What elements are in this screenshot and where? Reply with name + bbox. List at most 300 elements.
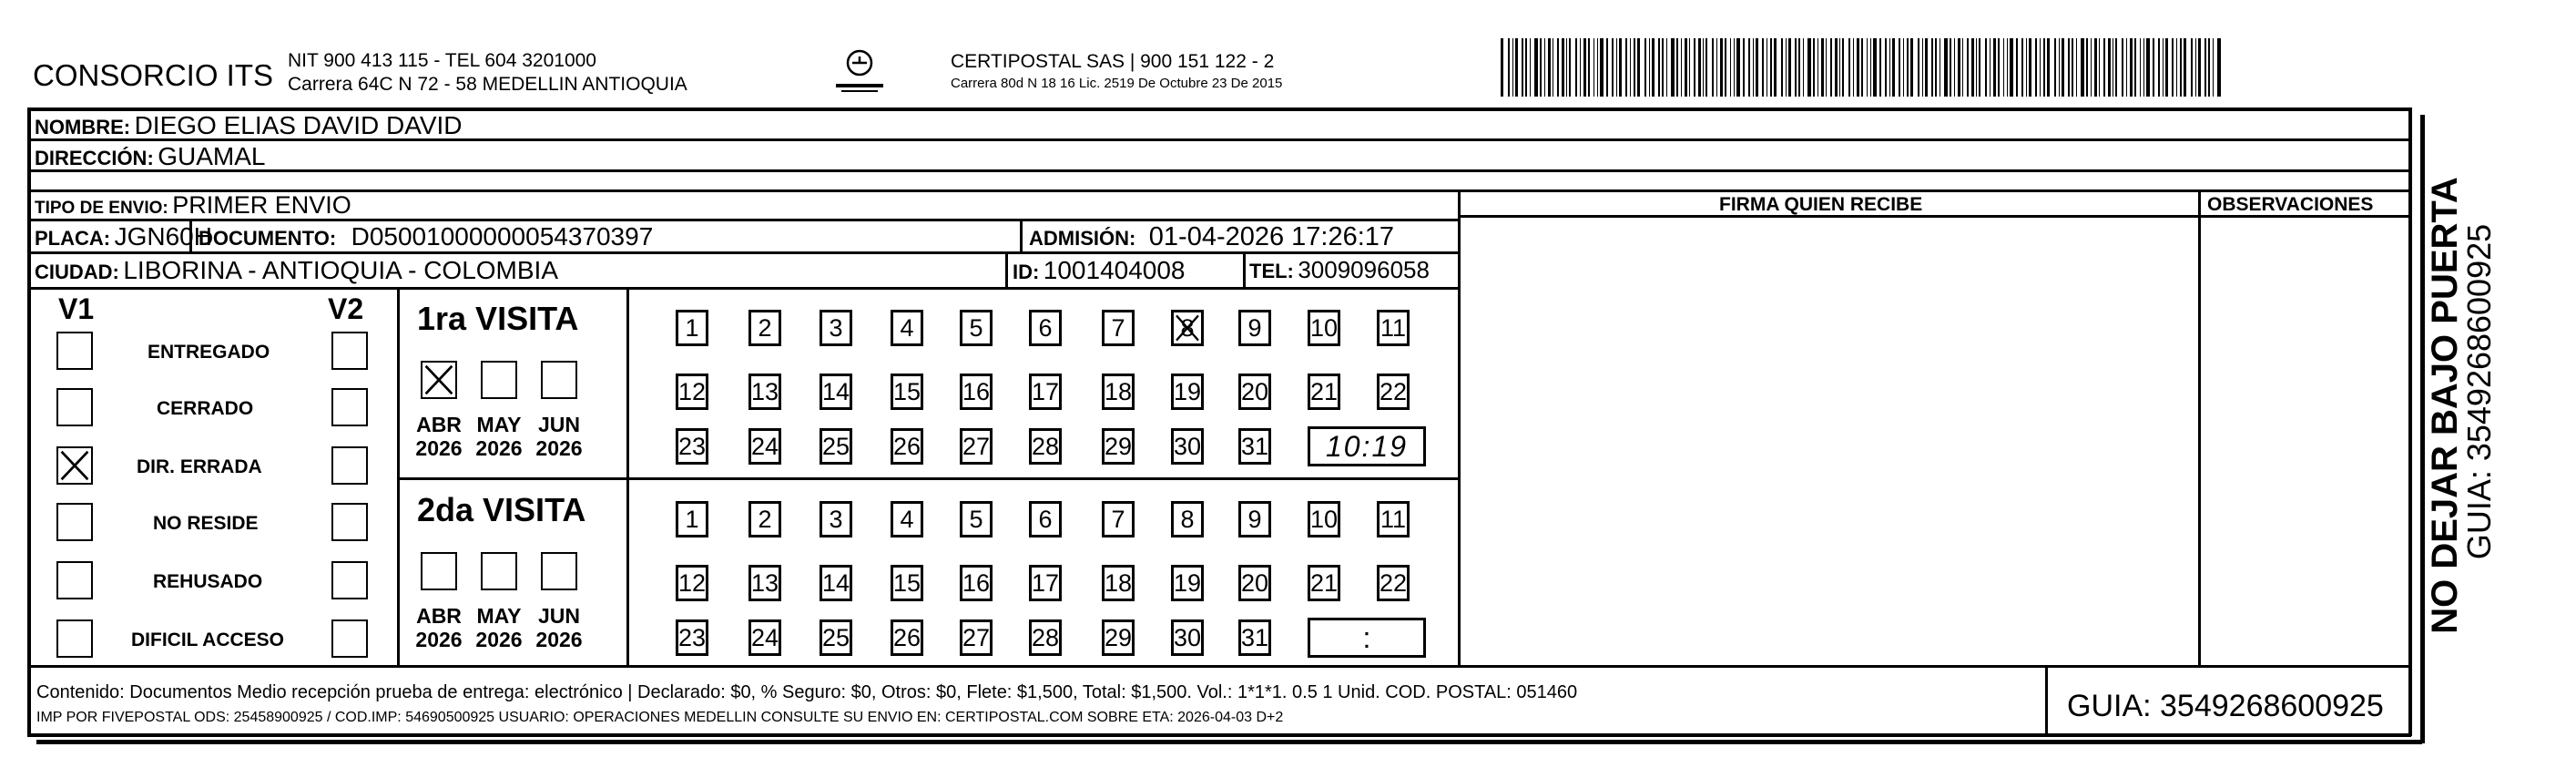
day-cell[interactable]: 11 <box>1377 501 1410 537</box>
barcode-bar <box>1720 38 1723 97</box>
barcode-bar <box>1725 38 1726 97</box>
barcode-bar <box>1756 38 1758 97</box>
barcode-bar <box>2007 38 2008 97</box>
divider <box>2045 667 2048 735</box>
rule <box>1460 215 2410 218</box>
barcode-bar <box>2029 38 2031 97</box>
x-mark-icon <box>1174 312 1201 343</box>
day-cell[interactable]: 20 <box>1238 374 1271 410</box>
day-cell[interactable]: 6 <box>1029 310 1062 346</box>
barcode-bar <box>2040 38 2041 97</box>
month-checkbox[interactable] <box>481 361 517 399</box>
day-cell[interactable]: 17 <box>1029 565 1062 601</box>
day-cell[interactable]: 14 <box>820 565 852 601</box>
barcode-bar <box>1530 38 1531 97</box>
barcode-bar <box>1803 38 1804 97</box>
status-v2-checkbox[interactable] <box>331 388 368 426</box>
barcode-bar <box>1652 38 1655 97</box>
footer-line1: Contenido: Documentos Medio recepción prueba de entrega: electrónico | Declarado: $0, % Seguro: $0, Otros: $0, Flete: $1,500, Total: $1,500. Vol.: 1*1*1. 0.5 1 Unid. COD. POSTAL: 051460 <box>36 682 1578 702</box>
month-name: JUN <box>537 413 580 436</box>
status-v1-checkbox[interactable] <box>56 619 93 658</box>
barcode-bar <box>1734 38 1735 97</box>
barcode-bar <box>1950 38 1951 97</box>
divider <box>1020 220 1023 252</box>
firma-header: FIRMA QUIEN RECIBE <box>1719 194 1923 215</box>
observaciones-header: OBSERVACIONES <box>2207 194 2374 215</box>
barcode-bar <box>1889 38 1890 97</box>
ciudad-value: LIBORINA - ANTIOQUIA - COLOMBIA <box>123 256 558 284</box>
day-cell[interactable]: 31 <box>1238 428 1271 465</box>
barcode-bar <box>2140 38 2141 97</box>
month-name: MAY <box>476 413 522 436</box>
frame-bottom <box>27 733 2411 737</box>
day-cell[interactable]: 31 <box>1238 619 1271 656</box>
id-label: ID: <box>1013 261 1040 283</box>
day-cell[interactable]: 4 <box>891 501 923 537</box>
barcode-bar <box>2062 38 2064 97</box>
day-cell[interactable]: 29 <box>1102 619 1135 656</box>
barcode-bar <box>2035 38 2037 97</box>
day-cell[interactable]: 30 <box>1171 428 1204 465</box>
time-value: : <box>1362 620 1371 654</box>
barcode-bar <box>1534 38 1538 97</box>
barcode-bar <box>1548 38 1551 97</box>
v2-label: V2 <box>328 292 364 325</box>
barcode-bar <box>1522 38 1523 97</box>
month-name: JUN <box>537 604 580 628</box>
status-option-label: DIFICIL ACCESO <box>131 630 285 650</box>
divider <box>2198 189 2201 667</box>
admision-row <box>1029 224 1394 251</box>
barcode-bar <box>1616 38 1617 97</box>
barcode-bar <box>2010 38 2013 97</box>
frame-left <box>27 107 31 736</box>
rule <box>29 169 2410 172</box>
barcode-bar <box>2213 38 2214 97</box>
barcode-bar <box>1795 38 1797 97</box>
status-v2-checkbox[interactable] <box>331 446 368 485</box>
barcode-bar <box>2163 38 2164 97</box>
barcode-bar <box>1716 38 1717 97</box>
barcode-bar <box>1662 38 1664 97</box>
month-name: ABR <box>416 604 462 628</box>
barcode-bar <box>2081 38 2084 97</box>
barcode-bar <box>2184 38 2186 97</box>
day-cell[interactable]: 3 <box>820 501 852 537</box>
barcode-bar <box>2003 38 2004 97</box>
day-cell[interactable]: 15 <box>891 565 923 601</box>
day-cell[interactable]: 14 <box>820 374 852 410</box>
barcode-bar <box>1575 38 1577 97</box>
barcode-bar <box>1637 38 1640 97</box>
day-cell[interactable]: 27 <box>960 428 993 465</box>
barcode-bar <box>1600 38 1604 97</box>
status-v1-checkbox[interactable] <box>56 388 93 426</box>
barcode-bar <box>1562 38 1564 97</box>
month-checkbox[interactable] <box>421 552 457 590</box>
day-cell[interactable]: 12 <box>676 565 708 601</box>
barcode-bar <box>1508 38 1510 97</box>
barcode-bar <box>1544 38 1545 97</box>
barcode-bar <box>1807 38 1811 97</box>
barcode-bar <box>2195 38 2196 97</box>
barcode-bar <box>1649 38 1650 97</box>
month-label <box>410 413 468 461</box>
barcode-bar <box>2068 38 2070 97</box>
barcode-bar <box>1743 38 1745 97</box>
barcode-bar <box>2026 38 2027 97</box>
barcode-bar <box>2108 38 2111 97</box>
sender-name: CONSORCIO ITS <box>33 58 274 92</box>
barcode-bar <box>1666 38 1667 97</box>
barcode-bar <box>2086 38 2088 97</box>
barcode-bar <box>2134 38 2136 97</box>
barcode-bar <box>1925 38 1928 97</box>
barcode-bar <box>1515 38 1518 97</box>
day-cell[interactable]: 23 <box>676 428 708 465</box>
day-cell[interactable]: 26 <box>891 428 923 465</box>
day-cell[interactable]: 23 <box>676 619 708 656</box>
barcode-bar <box>1762 38 1764 97</box>
month-label <box>530 604 588 652</box>
status-v1-checkbox[interactable] <box>56 561 93 599</box>
status-option-label: NO RESIDE <box>153 513 259 534</box>
day-cell[interactable]: 20 <box>1238 565 1271 601</box>
month-label <box>470 604 528 652</box>
barcode-bar <box>2146 38 2150 97</box>
barcode-bar <box>2180 38 2182 97</box>
barcode-bar <box>1922 38 1923 97</box>
day-cell[interactable]: 27 <box>960 619 993 656</box>
month-label <box>410 604 468 652</box>
tipo-label: TIPO DE ENVIO: <box>35 199 168 218</box>
frame-right <box>2408 107 2412 736</box>
v1-label: V1 <box>58 292 95 325</box>
tel-row <box>1249 258 1430 282</box>
placa-row <box>35 224 212 250</box>
barcode-bar <box>1606 38 1608 97</box>
barcode-bar <box>2043 38 2045 97</box>
rule <box>29 189 2410 192</box>
barcode-bar <box>1703 38 1704 97</box>
barcode-bar <box>2126 38 2127 97</box>
barcode-bar <box>1954 38 1955 97</box>
day-cell[interactable]: 25 <box>820 428 852 465</box>
day-cell[interactable]: 7 <box>1102 310 1135 346</box>
barcode-bar <box>1985 38 1987 97</box>
direccion-label: DIRECCIÓN: <box>35 147 154 169</box>
day-cell[interactable]: 17 <box>1029 374 1062 410</box>
barcode-bar <box>1990 38 1991 97</box>
ciudad-label: CIUDAD: <box>35 261 119 283</box>
barcode-bar <box>1619 38 1622 97</box>
barcode-bar <box>1501 38 1503 97</box>
barcode-bar <box>1698 38 1701 97</box>
day-cell[interactable]: 16 <box>960 374 993 410</box>
status-v1-checkbox[interactable] <box>56 332 93 370</box>
day-cell[interactable]: 21 <box>1308 565 1340 601</box>
month-checkbox[interactable] <box>541 552 577 590</box>
barcode-bar <box>2172 38 2174 97</box>
day-cell[interactable]: 7 <box>1102 501 1135 537</box>
month-label <box>470 413 528 461</box>
nombre-label: NOMBRE: <box>35 116 131 138</box>
month-year: 2026 <box>415 628 463 652</box>
day-cell[interactable]: 13 <box>748 374 781 410</box>
barcode-bar <box>1879 38 1881 97</box>
month-year: 2026 <box>475 436 523 461</box>
barcode-bar <box>1798 38 1800 97</box>
barcode-bar <box>1671 38 1675 97</box>
barcode-bar <box>1583 38 1586 97</box>
barcode-bar <box>1612 38 1614 97</box>
barcode-bar <box>2204 38 2206 97</box>
barcode-bar <box>2099 38 2100 97</box>
ciudad-row <box>35 258 558 283</box>
barcode-bar <box>1853 38 1854 97</box>
day-cell[interactable]: 8 <box>1171 501 1204 537</box>
status-v2-checkbox[interactable] <box>331 503 368 541</box>
day-cell[interactable]: 24 <box>748 428 781 465</box>
barcode-bar <box>2021 38 2023 97</box>
day-cell[interactable]: 13 <box>748 565 781 601</box>
day-cell[interactable]: 24 <box>748 619 781 656</box>
id-value: 1001404008 <box>1043 256 1186 284</box>
company-address: Carrera 80d N 18 16 Lic. 2519 De Octubre 23 De 2015 <box>951 76 1283 91</box>
barcode-bar <box>1770 38 1772 97</box>
barcode-bar <box>1593 38 1594 97</box>
day-cell[interactable]: 21 <box>1308 374 1340 410</box>
barcode-bar <box>2153 38 2154 97</box>
barcode-bar <box>1842 38 1844 97</box>
barcode-bar <box>1967 38 1969 97</box>
status-v1-checkbox[interactable] <box>56 503 93 541</box>
barcode-bar <box>2208 38 2210 97</box>
barcode-bar <box>2198 38 2201 97</box>
barcode-bar <box>2047 38 2050 97</box>
barcode-bar <box>2130 38 2133 97</box>
day-cell[interactable]: 18 <box>1102 565 1135 601</box>
side-warning-wrap <box>2427 164 2463 647</box>
time-field[interactable] <box>1308 426 1426 466</box>
barcode-bar <box>1910 38 1913 97</box>
barcode-bar <box>1676 38 1678 97</box>
barcode-bar <box>2016 38 2018 97</box>
status-option-label: DIR. ERRADA <box>137 456 262 477</box>
divider <box>1005 253 1008 288</box>
day-cell[interactable]: 16 <box>960 565 993 601</box>
day-cell[interactable]: 10 <box>1308 310 1340 346</box>
barcode-bar <box>2054 38 2056 97</box>
barcode-bar <box>1597 38 1598 97</box>
day-cell[interactable]: 29 <box>1102 428 1135 465</box>
barcode-bar <box>1857 38 1859 97</box>
barcode-bar <box>1689 38 1690 97</box>
visit-title: 2da VISITA <box>417 491 586 528</box>
status-v2-checkbox[interactable] <box>331 561 368 599</box>
placa-value: JGN60H <box>114 222 212 251</box>
tel-value: 3009096058 <box>1298 256 1430 283</box>
divider <box>1458 189 1461 667</box>
barcode-bar <box>1826 38 1827 97</box>
status-v2-checkbox[interactable] <box>331 332 368 370</box>
barcode-bar <box>1918 38 1919 97</box>
barcode-bar <box>1786 38 1787 97</box>
documento-label: DOCUMENTO: <box>199 227 337 250</box>
side-guia: GUIA: 3549268600925 <box>2460 223 2498 560</box>
barcode-bar <box>1867 38 1868 97</box>
admision-value: 01-04-2026 17:26:17 <box>1148 222 1395 251</box>
barcode-bar <box>1935 38 1937 97</box>
barcode-bar <box>1540 38 1542 97</box>
time-value: 10:19 <box>1325 429 1409 463</box>
placa-label: PLACA: <box>35 227 111 250</box>
company-line: CERTIPOSTAL SAS | 900 151 122 - 2 <box>951 51 1275 72</box>
barcode-bar <box>1774 38 1777 97</box>
barcode-bar <box>1788 38 1791 97</box>
tel-label: TEL: <box>1249 260 1294 282</box>
x-mark-icon <box>423 363 455 397</box>
day-cell[interactable]: 8 <box>1171 310 1204 346</box>
barcode-bar <box>1907 38 1909 97</box>
day-cell[interactable]: 22 <box>1377 565 1410 601</box>
divider <box>1243 253 1246 288</box>
day-cell[interactable]: 28 <box>1029 428 1062 465</box>
day-cell[interactable]: 5 <box>960 501 993 537</box>
barcode-bar <box>2091 38 2092 97</box>
barcode-bar <box>1753 38 1754 97</box>
day-cell[interactable]: 3 <box>820 310 852 346</box>
side-guia-wrap <box>2460 164 2498 647</box>
month-checkbox[interactable] <box>541 361 577 399</box>
month-year: 2026 <box>535 436 583 461</box>
barcode-bar <box>1569 38 1571 97</box>
day-cell[interactable]: 1 <box>676 501 708 537</box>
sender-nit: NIT 900 413 115 - TEL 604 3201000 <box>288 50 596 71</box>
barcode-bar <box>1993 38 1996 97</box>
time-field[interactable] <box>1308 618 1426 658</box>
barcode-bar <box>1870 38 1871 97</box>
barcode-bar <box>1781 38 1783 97</box>
day-cell[interactable]: 10 <box>1308 501 1340 537</box>
month-year: 2026 <box>415 436 463 461</box>
day-cell[interactable]: 5 <box>960 310 993 346</box>
barcode-bar <box>2115 38 2117 97</box>
barcode-bar <box>1899 38 1900 97</box>
rule <box>29 219 1459 221</box>
day-cell[interactable]: 2 <box>748 501 781 537</box>
day-cell[interactable]: 11 <box>1377 310 1410 346</box>
status-option-label: REHUSADO <box>153 571 263 592</box>
day-cell[interactable]: 18 <box>1102 374 1135 410</box>
barcode-bar <box>1712 38 1714 97</box>
month-name: ABR <box>416 413 462 436</box>
day-cell[interactable]: 4 <box>891 310 923 346</box>
barcode-bar <box>2059 38 2060 97</box>
barcode-bar <box>1736 38 1740 97</box>
day-cell[interactable]: 12 <box>676 374 708 410</box>
direccion-row <box>35 144 265 169</box>
barcode-bar <box>2176 38 2177 97</box>
barcode-bar <box>1630 38 1631 97</box>
barcode-bar <box>1944 38 1948 97</box>
month-checkbox[interactable] <box>481 552 517 590</box>
month-year: 2026 <box>475 628 523 652</box>
status-v2-checkbox[interactable] <box>331 619 368 658</box>
day-cell[interactable]: 1 <box>676 310 708 346</box>
frame-shadow-bottom <box>36 740 2422 744</box>
barcode-bar <box>1817 38 1818 97</box>
day-cell[interactable]: 19 <box>1171 374 1204 410</box>
barcode-bar <box>1931 38 1933 97</box>
day-cell[interactable]: 25 <box>820 619 852 656</box>
barcode-bar <box>1971 38 1974 97</box>
barcode-bar <box>2103 38 2105 97</box>
barcode-bar <box>2072 38 2073 97</box>
footer-line2: IMP POR FIVEPOSTAL ODS: 25458900925 / COD.IMP: 54690500925 USUARIO: OPERACIONES MEDELLIN CONSULTE SU ENVIO EN: CERTIPOSTAL.COM SOBRE ETA: 2026-04-03 D+2 <box>36 710 1284 725</box>
day-cell[interactable]: 22 <box>1377 374 1410 410</box>
certipostal-logo <box>830 47 889 97</box>
barcode-bar <box>1861 38 1863 97</box>
nombre-value: DIEGO ELIAS DAVID DAVID <box>134 111 463 139</box>
day-cell[interactable]: 19 <box>1171 565 1204 601</box>
tipo-row <box>35 193 351 218</box>
barcode-bar <box>1705 38 1707 97</box>
barcode-bar <box>1525 38 1527 97</box>
barcode <box>1501 38 2225 98</box>
day-cell[interactable]: 28 <box>1029 619 1062 656</box>
day-cell[interactable]: 30 <box>1171 619 1204 656</box>
barcode-bar <box>1821 38 1824 97</box>
barcode-bar <box>1813 38 1815 97</box>
barcode-bar <box>1512 38 1513 97</box>
month-year: 2026 <box>535 628 583 652</box>
admision-label: ADMISIÓN: <box>1029 227 1136 250</box>
barcode-bar <box>1873 38 1877 97</box>
barcode-bar <box>1835 38 1838 97</box>
month-checkbox[interactable] <box>421 361 457 399</box>
barcode-bar <box>2191 38 2193 97</box>
barcode-bar <box>1685 38 1687 97</box>
barcode-bar <box>1658 38 1660 97</box>
barcode-bar <box>2143 38 2144 97</box>
x-mark-icon <box>58 448 91 483</box>
barcode-bar <box>1830 38 1832 97</box>
direccion-value: GUAMAL <box>158 142 266 170</box>
barcode-bar <box>2094 38 2097 97</box>
barcode-bar <box>1962 38 1963 97</box>
barcode-bar <box>1903 38 1904 97</box>
day-cell[interactable]: 15 <box>891 374 923 410</box>
barcode-bar <box>2165 38 2168 97</box>
nombre-row <box>35 113 463 138</box>
month-label <box>530 413 588 461</box>
day-cell[interactable]: 6 <box>1029 501 1062 537</box>
barcode-bar <box>1557 38 1559 97</box>
day-cell[interactable]: 26 <box>891 619 923 656</box>
day-cell[interactable]: 9 <box>1238 501 1271 537</box>
barcode-bar <box>1748 38 1750 97</box>
day-cell[interactable]: 2 <box>748 310 781 346</box>
documento-row <box>199 224 653 250</box>
barcode-bar <box>1566 38 1567 97</box>
barcode-bar <box>1644 38 1646 97</box>
status-v1-checkbox[interactable] <box>56 446 93 485</box>
documento-value: D05001000000054370397 <box>351 222 654 251</box>
barcode-bar <box>2076 38 2077 97</box>
day-cell[interactable]: 9 <box>1238 310 1271 346</box>
barcode-bar <box>1588 38 1590 97</box>
